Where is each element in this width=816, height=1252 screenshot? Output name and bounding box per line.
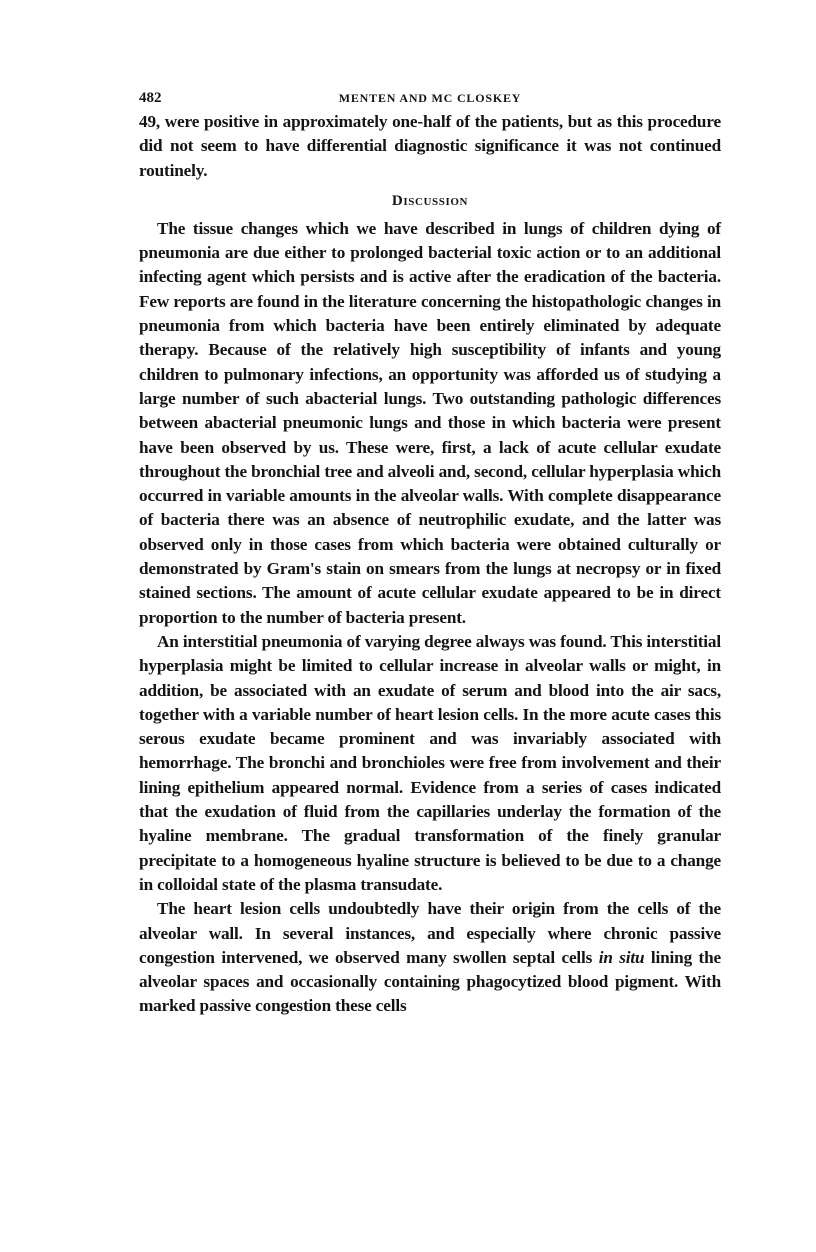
intro-paragraph: 49, were positive in approximately one-half of the patients, but as this procedure did not seem to have differential diagnostic significance it was not continued routinely.	[139, 112, 721, 180]
discussion-paragraph-3	[139, 897, 721, 1018]
running-head	[139, 88, 721, 110]
running-title: MENTEN AND MC CLOSKEY	[338, 91, 522, 105]
paragraph-3-text-end: lining the alveolar spaces and occasionally containing phagocytized blood pigment. With marked passive congestion these cells	[139, 947, 721, 1016]
discussion-paragraph-2: An interstitial pneumonia of varying degree always was found. This interstitial hyperplasia might be limited to cellular increase in alveolar walls or might, in addition, be associated with an exudate of serum and blood into the air sacs, together with a variable number of heart lesion cells. In the more acute cases this serous exudate became prominent and was invariably associated with hemorrhage. The bronchi and bronchioles were free from involvement and their lining epithelium appeared normal. Evidence from a series of cases indicated that the exudation of fluid from the capillaries underlay the formation of the hyaline membrane. The gradual transformation of the finely granular precipitate to a homogeneous hyaline structure is believed to be due to a change in colloidal state of the plasma transudate.	[139, 631, 721, 894]
latin-phrase: in situ	[598, 947, 645, 967]
article-body	[139, 110, 721, 1019]
page	[139, 88, 721, 1019]
page-number: 482	[139, 90, 162, 106]
discussion-paragraph-1: The tissue changes which we have described in lungs of children dying of pneumonia are due either to prolonged bacterial toxic action or to an additional infecting agent which persists and is active after the eradication of the bacteria. Few reports are found in the literature concerning the histopathologic changes in pneumonia from which bacteria have been entirely eliminated by adequate therapy. Because of the relatively high susceptibility of infants and young children to pulmonary infections, an opportunity was afforded us of studying a large number of such abacterial lungs. Two outstanding pathologic differences between abacterial pneumonic lungs and those in which bacteria were present have been observed by us. These were, first, a lack of acute cellular exudate throughout the bronchial tree and alveoli and, second, cellular hyperplasia which occurred in variable amounts in the alveolar walls. With complete disappearance of bacteria there was an absence of neutrophilic exudate, and the latter was observed only in those cases from which bacteria were obtained culturally or demonstrated by Gram's stain on smears from the lungs at necropsy or in fixed stained sections. The amount of acute cellular exudate appeared to be in direct proportion to the number of bacteria present.	[139, 218, 721, 627]
paragraph-3-text-start: The heart lesion cells undoubtedly have their origin from the cells of the alveolar wall. In several instances, and especially where chronic passive congestion intervened, we observed many swollen septal cells	[139, 899, 721, 967]
section-heading-discussion: Discussion	[391, 192, 469, 209]
